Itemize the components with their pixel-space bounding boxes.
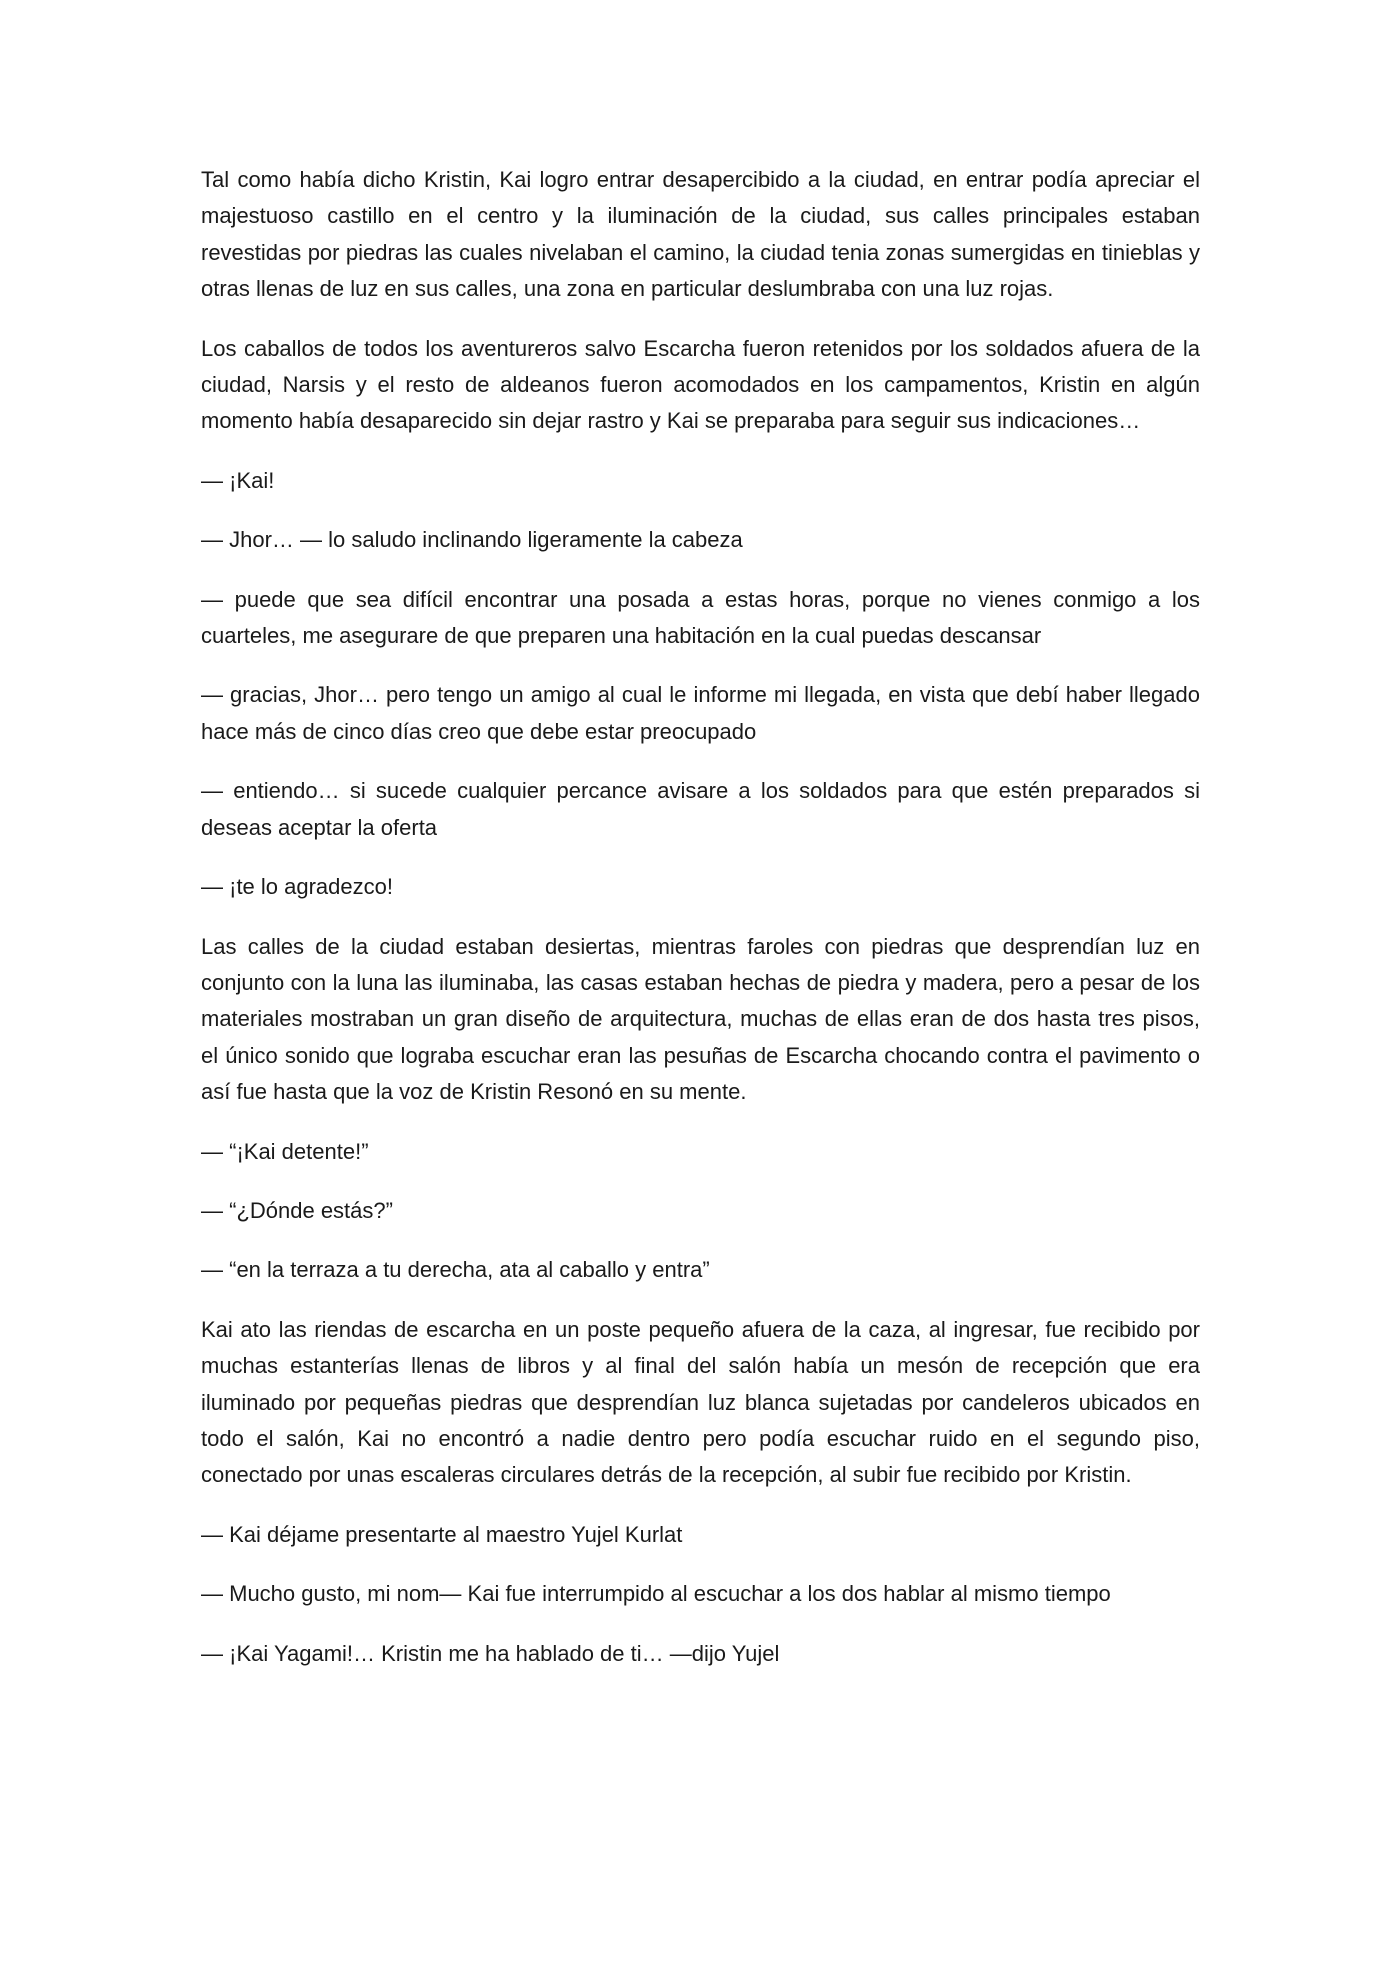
paragraph-deserted-streets: Las calles de la ciudad estaban desiertas, mientras faroles con piedras que desprendían luz en conjunto con la luna las iluminaba, las casas estaban hechas de piedra y madera, pero a pesar de los materiales mostraban un gran diseño de arquitectura, muchas de ellas eran de dos hasta tres pisos, el único sonido que lograba escuchar eran las pesuñas de Escarcha chocando contra el pavimento o así fue hasta que la voz de Kristin Resonó en su mente. [201,933,1200,1105]
dialogue-line: — Jhor… — lo saludo inclinando ligeramente la cabeza [201,527,743,553]
dialogue-line: — ¡te lo agradezco! [201,874,393,900]
dialogue-line: — “¡Kai detente!” [201,1138,369,1164]
paragraph-horses-retained: Los caballos de todos los aventureros salvo Escarcha fueron retenidos por los soldados afuera de la ciudad, Narsis y el resto de aldeanos fueron acomodados en los campamentos, Kristin en algún momento había desaparecido sin dejar rastro y Kai se preparaba para seguir sus indicaciones… [201,335,1200,434]
dialogue-line: — Mucho gusto, mi nom— Kai fue interrumpido al escuchar a los dos hablar al mismo tiempo [201,1581,1111,1607]
dialogue-line: — ¡Kai! [201,467,275,493]
dialogue-line: — entiendo… si sucede cualquier percance avisare a los soldados para que estén preparados si deseas aceptar la oferta [201,778,1200,840]
dialogue-line: — gracias, Jhor… pero tengo un amigo al cual le informe mi llegada, en vista que debí haber llegado hace más de cinco días creo que debe estar preocupado [201,682,1200,744]
dialogue-line: — ¡Kai Yagami!… Kristin me ha hablado de ti… —dijo Yujel [201,1640,780,1666]
dialogue-line: — Kai déjame presentarte al maestro Yujel Kurlat [201,1521,683,1547]
dialogue-line: — puede que sea difícil encontrar una posada a estas horas, porque no vienes conmigo a los cuarteles, me asegurare de que preparen una habitación en la cual puedas descansar [201,586,1200,649]
dialogue-line: — “en la terraza a tu derecha, ata al caballo y entra” [201,1257,710,1283]
paragraph-city-arrival: Tal como había dicho Kristin, Kai logro entrar desapercibido a la ciudad, en entrar podía apreciar el majestuoso castillo en el centro y la iluminación de la ciudad, sus calles principales estaban revestidas por piedras las cuales nivelaban el camino, la ciudad tenia zonas sumergidas en tinieblas y otras llenas de luz en sus calles, una zona en particular deslumbraba con una luz rojas. [201,167,1200,302]
dialogue-line: — “¿Dónde estás?” [201,1197,393,1223]
body-text [201,162,1200,1695]
paragraph-library-entrance: Kai ato las riendas de escarcha en un poste pequeño afuera de la caza, al ingresar, fue recibido por muchas estanterías llenas de libros y al final del salón había un mesón de recepción que era iluminado por pequeñas piedras que desprendían luz blanca sujetadas por candeleros ubicados en todo el salón, Kai no encontró a nadie dentro pero podía escuchar ruido en el segundo piso, conectado por unas escaleras circulares detrás de la recepción, al subir fue recibido por Kristin. [201,1316,1200,1488]
